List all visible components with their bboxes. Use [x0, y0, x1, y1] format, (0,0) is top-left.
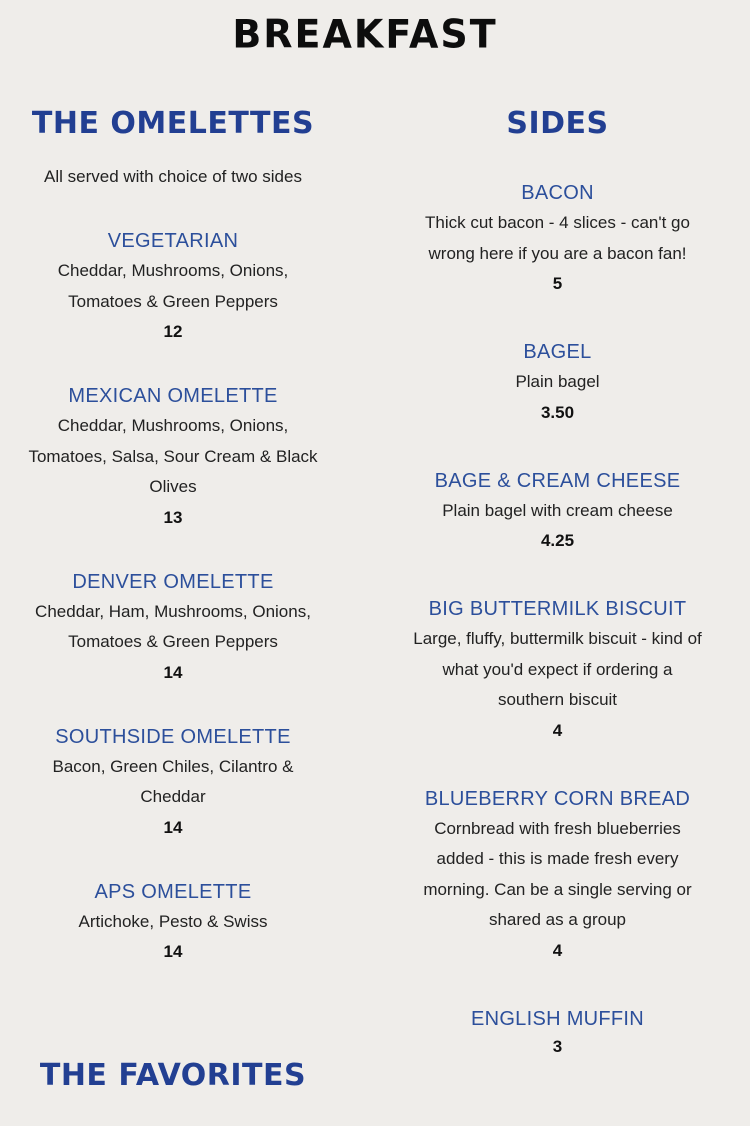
menu-item-bagel-cream-cheese	[405, 468, 710, 557]
item-name: MEXICAN OMELETTE	[68, 385, 278, 407]
favorites-heading: THE FAVORITES	[39, 1058, 307, 1093]
menu-item-bagel	[405, 339, 710, 428]
item-description	[18, 597, 328, 658]
item-price: 14	[163, 662, 183, 682]
desc-line: added - this is made fresh every	[436, 849, 679, 868]
item-price: 4	[552, 720, 563, 740]
omelettes-heading: THE OMELETTES	[31, 106, 315, 141]
item-name: BAGE & CREAM CHEESE	[434, 469, 681, 492]
item-price: 4.25	[540, 531, 575, 550]
item-price: 13	[163, 507, 183, 527]
menu-item-buttermilk-biscuit	[405, 596, 710, 746]
desc-line: Plain bagel with cream cheese	[442, 500, 673, 520]
item-name: ENGLISH MUFFIN	[470, 1007, 645, 1030]
desc-line: morning. Can be a single serving or	[423, 879, 692, 899]
item-name: APS OMELETTE	[94, 880, 252, 903]
omelettes-note: All served with choice of two sides	[44, 167, 302, 186]
item-price: 12	[163, 322, 183, 341]
desc-line: Cheddar, Ham, Mushrooms, Onions,	[35, 601, 311, 621]
desc-line: Artichoke, Pesto & Swiss	[78, 911, 268, 931]
item-description	[18, 907, 328, 938]
desc-line: Tomatoes, Salsa, Sour Cream & Black	[28, 446, 318, 466]
item-description	[18, 411, 328, 503]
item-description	[405, 814, 710, 936]
item-name: DENVER OMELETTE	[72, 570, 274, 593]
desc-line: shared as a group	[488, 910, 627, 929]
item-description	[405, 367, 710, 398]
item-name: BIG BUTTERMILK BISCUIT	[428, 598, 687, 620]
item-price: 4	[552, 940, 563, 960]
item-description	[405, 496, 710, 527]
item-price: 14	[163, 942, 183, 961]
desc-line: Tomatoes & Green Peppers	[68, 291, 278, 311]
desc-line: Cheddar	[140, 787, 206, 806]
menu-item-aps-omelette	[18, 879, 328, 968]
menu-item-southside-omelette	[18, 724, 328, 843]
item-price: 3	[552, 1036, 563, 1056]
item-name: BLUEBERRY CORN BREAD	[424, 787, 691, 810]
omelettes-section	[18, 104, 328, 967]
menu-item-blueberry-corn-bread	[405, 786, 710, 966]
desc-line: Olives	[149, 477, 197, 496]
item-description	[405, 624, 710, 716]
menu-item-denver-omelette	[18, 569, 328, 688]
menu-item-mexican-omelette	[18, 383, 328, 533]
sides-heading: SIDES	[506, 106, 609, 141]
desc-line: Cheddar, Mushrooms, Onions,	[57, 416, 289, 435]
desc-line: Bacon, Green Chiles, Cilantro &	[52, 756, 294, 776]
item-price: 14	[163, 817, 183, 837]
desc-line: Large, fluffy, buttermilk biscuit - kind of	[413, 629, 702, 648]
desc-line: what you'd expect if ordering a	[442, 659, 673, 679]
desc-line: Plain bagel	[515, 372, 600, 391]
item-description	[18, 752, 328, 813]
item-name: BAGEL	[523, 341, 592, 363]
item-name: SOUTHSIDE OMELETTE	[55, 725, 291, 748]
menu-item-english-muffin	[405, 1006, 710, 1062]
item-name: BACON	[521, 182, 594, 204]
desc-line: Thick cut bacon - 4 slices - can't go	[425, 213, 690, 232]
item-description	[405, 208, 710, 269]
menu-item-bacon	[405, 180, 710, 299]
item-name: VEGETARIAN	[107, 230, 239, 252]
desc-line: Tomatoes & Green Peppers	[68, 632, 278, 651]
item-price: 5	[552, 274, 563, 293]
favorites-section	[18, 1056, 328, 1096]
sides-section	[405, 104, 710, 1062]
menu-item-vegetarian	[18, 228, 328, 347]
item-description	[18, 256, 328, 317]
page-title: BREAKFAST	[232, 11, 498, 57]
desc-line: Cheddar, Mushrooms, Onions,	[57, 261, 289, 280]
item-price: 3.50	[540, 402, 575, 422]
desc-line: wrong here if you are a bacon fan!	[428, 243, 687, 263]
desc-line: southern biscuit	[497, 690, 618, 709]
desc-line: Cornbread with fresh blueberries	[434, 818, 681, 838]
